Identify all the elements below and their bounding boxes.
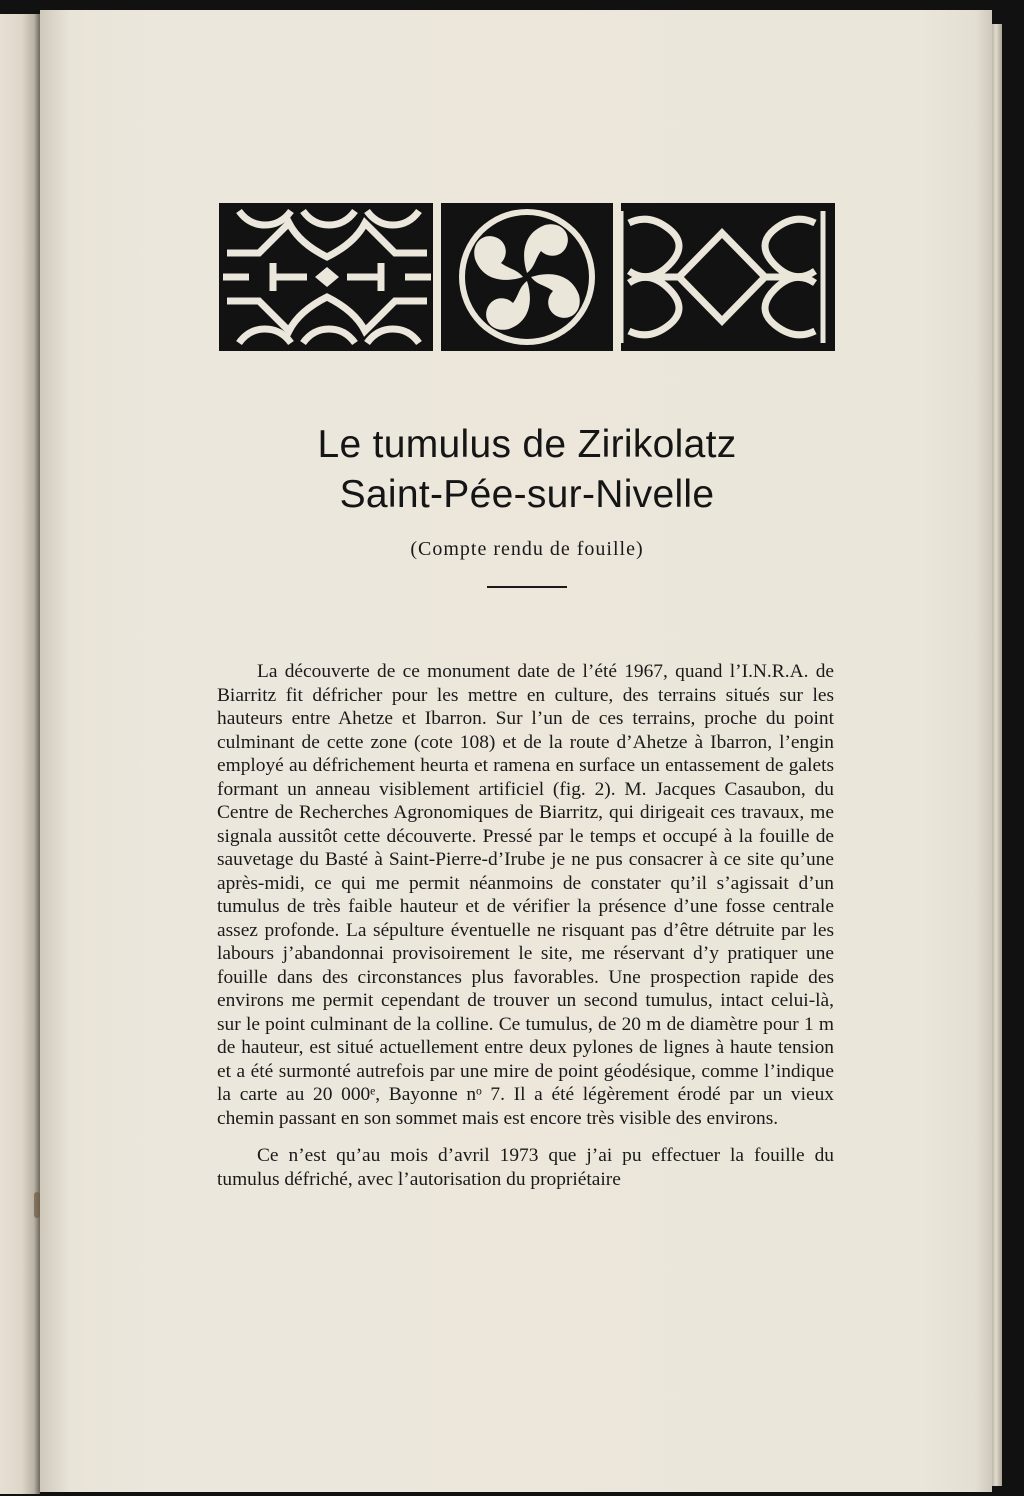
title-line-2: Saint-Pée-sur-Nivelle xyxy=(339,473,715,516)
page-stack-edge xyxy=(992,24,1002,1486)
title-line-1: Le tumulus de Zirikolatz xyxy=(317,423,737,466)
facing-page-edge xyxy=(0,14,40,1494)
paragraph-2: Ce n’est qu’au mois d’avril 1973 que j’ai pu effectuer la fouille du tumulus défriché, avec l’autorisation du propriétaire xyxy=(217,1145,834,1190)
article-subtitle: (Compte rendu de fouille) xyxy=(410,538,644,560)
basque-lauburu-ornament-icon xyxy=(219,203,835,351)
binding-stain xyxy=(34,1192,40,1218)
article-title xyxy=(220,420,834,520)
title-divider xyxy=(487,586,567,588)
article-body xyxy=(217,660,834,1205)
paragraph-1: La découverte de ce monument date de l’été 1967, quand l’I.N.R.A. de Biarritz fit défricher pour les mettre en culture, des terrains situés sur les hauteurs entre Ahetze et Ibarron. Sur l’un de ces terrains, proche du point culminant de cette zone (cote 108) et de la route d’Ahetze à Ibarron, l’engin employé au défrichement heurta et ramena en surface un entassement de galets formant un anneau visiblement artificiel (fig. 2). M. Jacques Casaubon, du Centre de Recherches Agronomiques de Biarritz, qui dirigeait ces travaux, me signala aussitôt cette découverte. Pressé par le temps et occupé à la fouille de sauvetage du Basté à Saint-Pierre-d’Irube je ne pus consacrer à ce site qu’une après-midi, ce qui me permit néanmoins de constater qu’il s’agissait d’un tumulus de très faible hauteur et de vérifier la présence d’une fosse centrale assez profonde. La sépulture éventuelle ne risquant pas d’être détruite par les labours j’abandonnai provisoirement le site, me réservant d’y pratiquer une fouille dans des circonstances plus favorables. Une prospection rapide des environs me permit cependant de trouver un second tumulus, intact celui-là, sur le point culminant de la colline. Ce tumulus, de 20 m de diamètre pour 1 m de hauteur, est situé actuellement entre deux pylones de lignes à haute tension et a été surmonté autrefois par une mire de point géodésique, comme l’indique la carte au 20 000ᵉ, Bayonne nᵒ 7. Il a été légèrement érodé par un vieux chemin passant en son sommet mais est encore très visible des environs. xyxy=(217,661,834,1129)
